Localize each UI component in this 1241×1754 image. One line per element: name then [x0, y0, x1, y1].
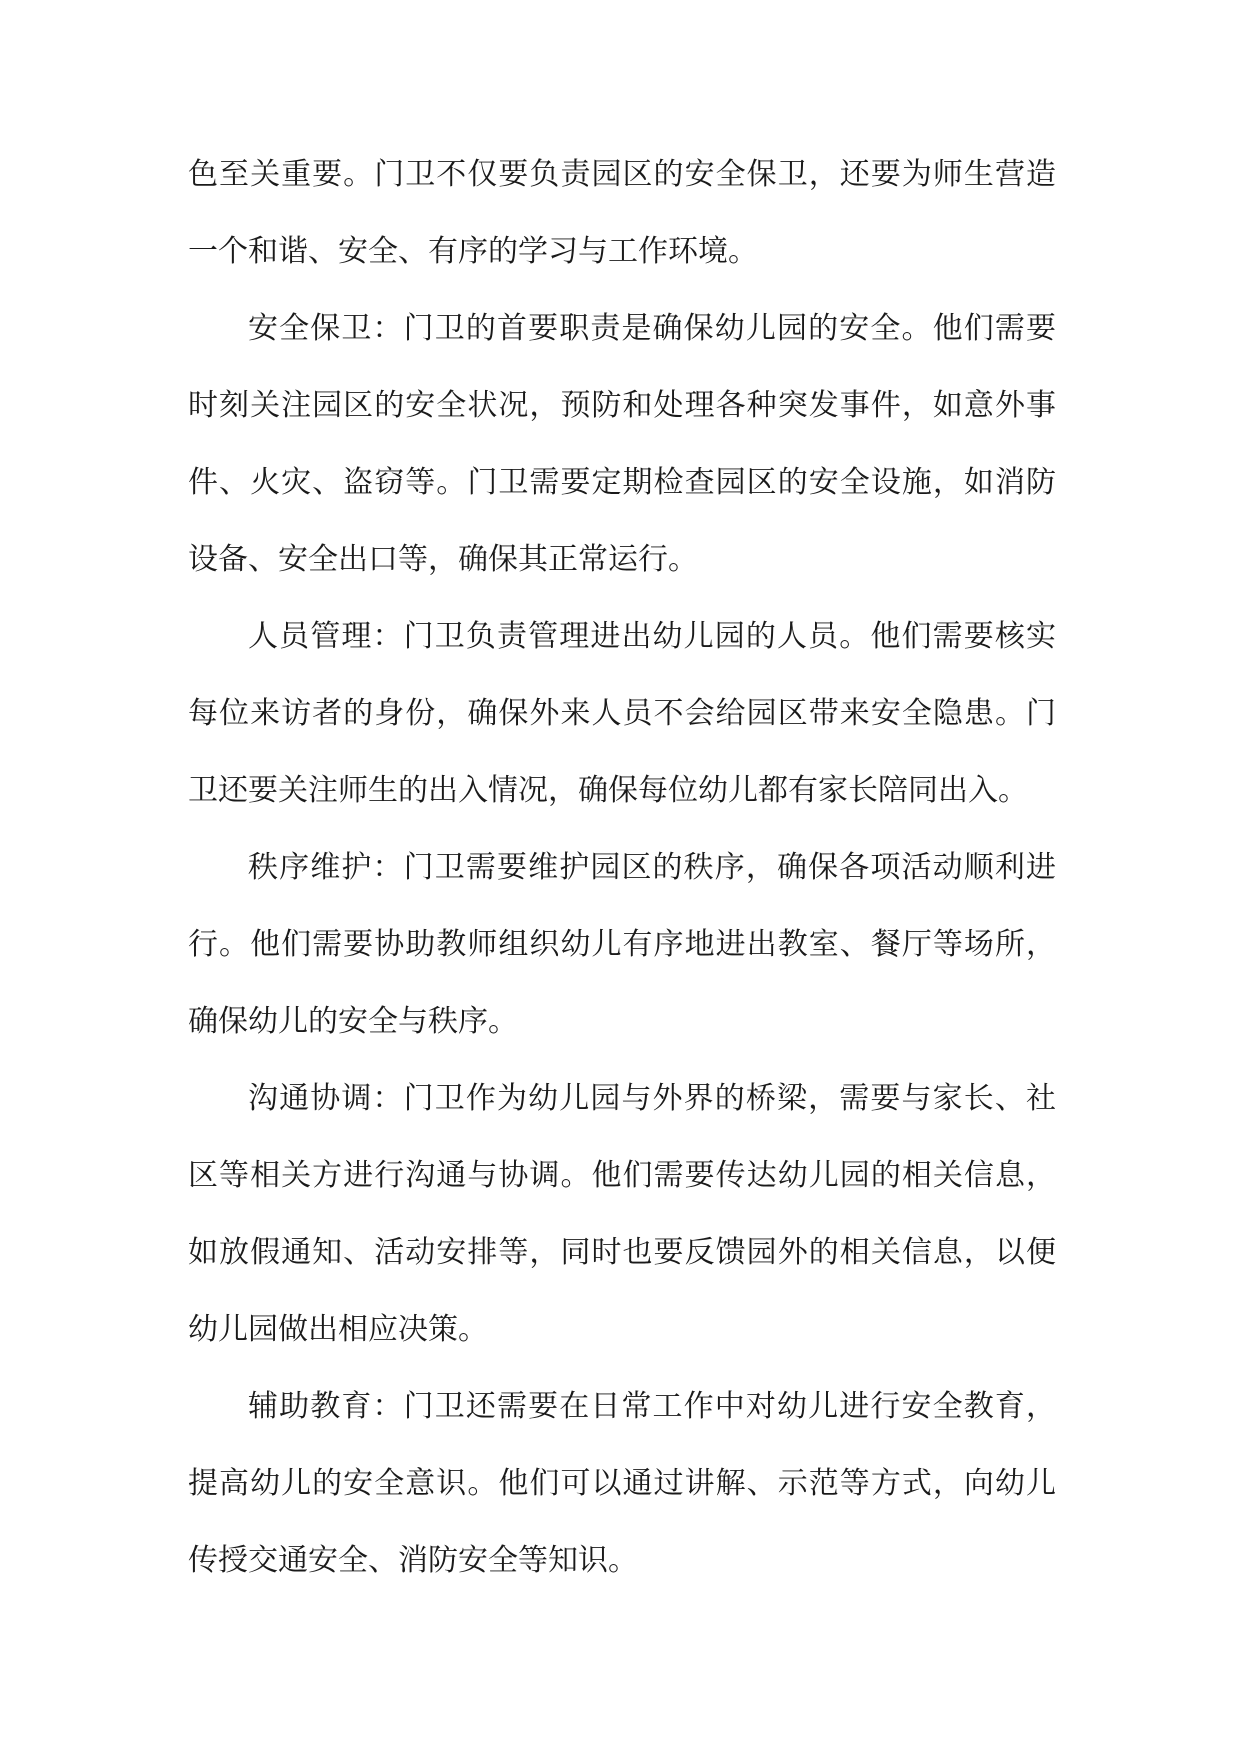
paragraph-intro-continuation: 色至关重要。门卫不仅要负责园区的安全保卫，还要为师生营造一个和谐、安全、有序的学习与工作环境。 — [188, 157, 1056, 269]
paragraph-communication: 沟通协调：门卫作为幼儿园与外界的桥梁，需要与家长、社区等相关方进行沟通与协调。他们需要传达幼儿园的相关信息，如放假通知、活动安排等，同时也要反馈园外的相关信息，以便幼儿园做出相应决策。 — [188, 1081, 1056, 1347]
paragraph-order-maintenance: 秩序维护：门卫需要维护园区的秩序，确保各项活动顺利进行。他们需要协助教师组织幼儿有序地进出教室、餐厅等场所，确保幼儿的安全与秩序。 — [188, 850, 1056, 1039]
paragraph-personnel-management: 人员管理：门卫负责管理进出幼儿园的人员。他们需要核实每位来访者的身份，确保外来人员不会给园区带来安全隐患。门卫还要关注师生的出入情况，确保每位幼儿都有家长陪同出入。 — [188, 619, 1056, 808]
paragraph-security: 安全保卫：门卫的首要职责是确保幼儿园的安全。他们需要时刻关注园区的安全状况，预防和处理各种突发事件，如意外事件、火灾、盗窃等。门卫需要定期检查园区的安全设施，如消防设备、安全出口等，确保其正常运行。 — [188, 311, 1056, 577]
document-body — [188, 136, 1056, 1599]
paragraph-assisting-education: 辅助教育：门卫还需要在日常工作中对幼儿进行安全教育，提高幼儿的安全意识。他们可以通过讲解、示范等方式，向幼儿传授交通安全、消防安全等知识。 — [188, 1389, 1056, 1578]
